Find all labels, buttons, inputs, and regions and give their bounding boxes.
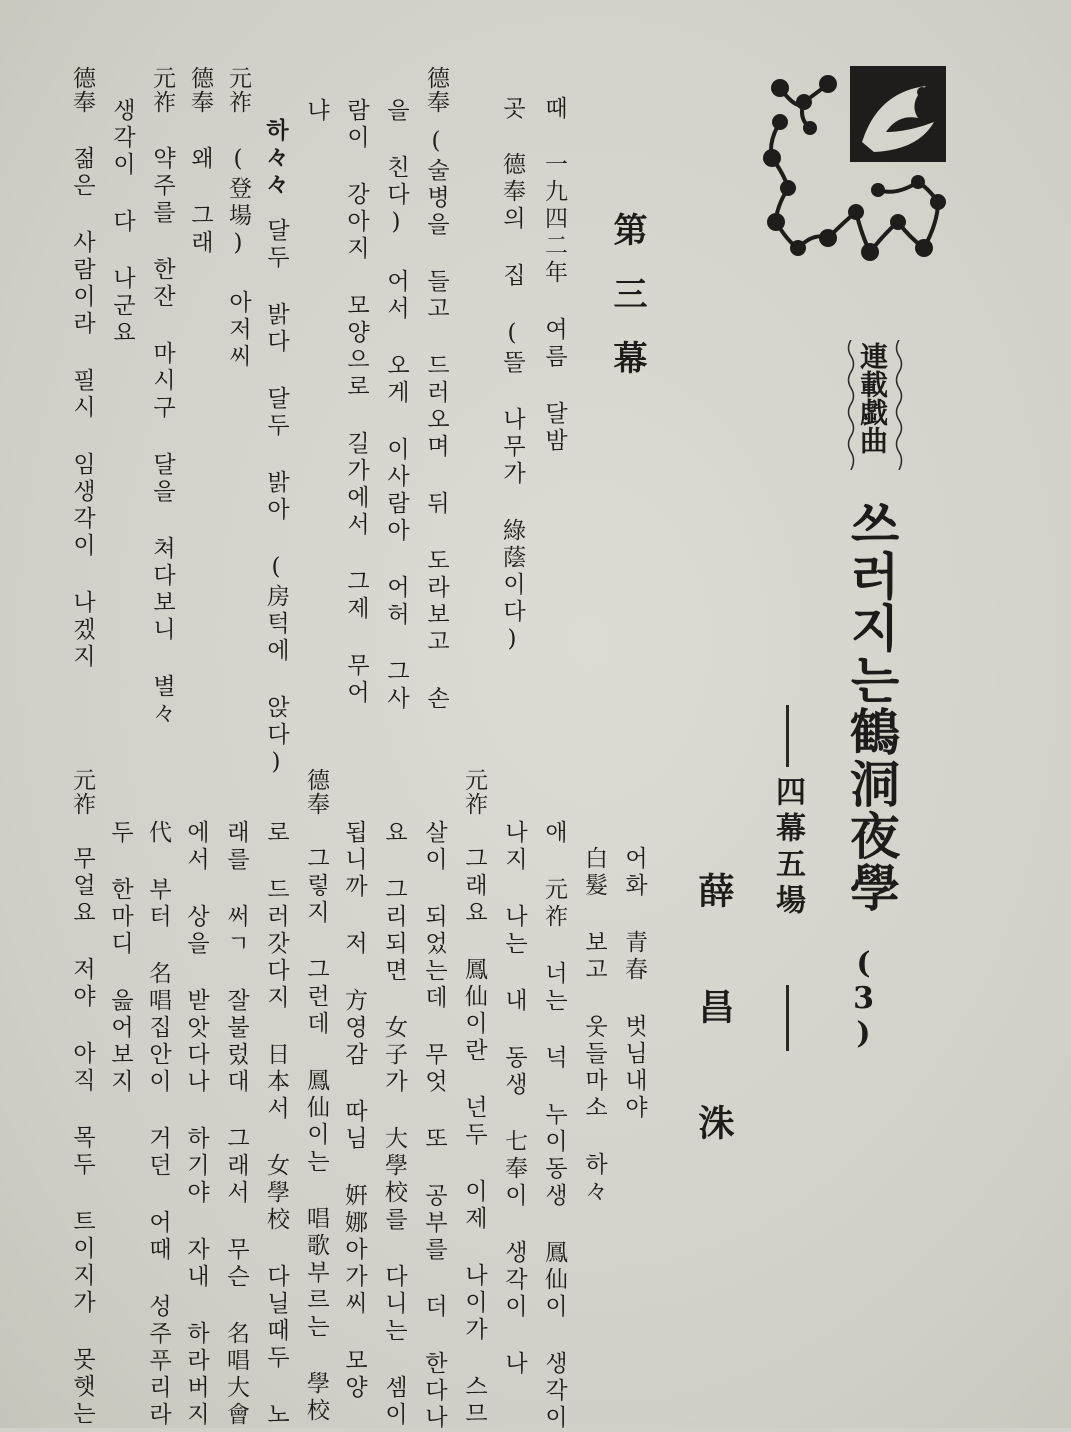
play-title: 쓰러지는鶴洞夜學 [842,498,901,914]
speaker-deokbong: 德奉 [187,66,213,114]
dialogue-line: 생각이 다 나군요 [109,98,135,347]
installment-number: (3) [846,946,881,1051]
wavy-border-left-icon [846,340,856,470]
dialogue-line: 됩니까 저 方영감 따님 姸娜아가씨 모양 [341,820,367,1402]
dialogue-line: 그래요 鳳仙이란 넌두 이제 나이가 스므 [461,846,487,1428]
dialogue-line: 두 한마디 읊어보지 [107,820,133,1096]
series-label: 連載戱曲 [856,342,889,454]
dialogue-line: 람이 강아지 모양으로 길가에서 그제 무어 [343,98,369,707]
dialogue-line: 로 드러갓다지 日本서 女學校 다닐때두 노 [263,820,289,1429]
dialogue-line: 무얼요 저야 아직 목두 트이지가 못햇는 [69,846,95,1428]
dialogue-line: 젊은 사람이라 필시 임생각이 나겠지 [69,146,95,671]
rule-bottom [786,985,789,1051]
dialogue-line: 요 그리되면 女子가 大學校를 다니는 셈이 [381,820,407,1429]
speaker-deokbong: 德奉 [423,66,449,114]
time-label: 때 [541,96,567,120]
place-text: 德奉의 집 (뜰 나무가 綠蔭이다) [499,152,525,656]
speaker-wonjo: 元祚 [69,768,95,816]
speaker-wonjo: 元祚 [225,66,251,114]
dialogue-line: 래를 써ㄱ 잘불렀대 그래서 무슨 名唱大會 [223,820,249,1429]
dialogue-line: (술병을 들고 드러오며 뒤 도라보고 손 [423,128,449,713]
dialogue-line: 애 元祚 너는 넉 누이동생 鳳仙이 생각이 [541,820,567,1432]
place-label: 곳 [499,96,525,120]
dialogue-line: 에서 상을 받앗다나 하기야 자내 하라버지 [183,820,209,1429]
speaker-deokbong: 德奉 [69,66,95,114]
structure-label: 四幕五場 [770,776,805,920]
speaker-wonjo: 元祚 [149,66,175,114]
speaker-wonjo: 元祚 [461,768,487,816]
rule-top [786,705,789,767]
dialogue-line: 왜 그래 [187,146,213,257]
act-title: 第三幕 [607,212,647,404]
dialogue-line: 달두 밝다 달두 밝아 (房턱에 앉다) [263,218,289,779]
song-line: 白髮 보고 웃들마소 하々 [581,846,607,1206]
dialogue-line: 代 부터 名唱집안이 거던 어때 성주푸리라 [145,820,171,1429]
dialogue-line: 나지 나는 내 동생 七奉이 생각이 나 [501,820,527,1378]
dialogue-line: 그렇지 그런데 鳳仙이는 唱歌부르는 學校 [303,846,329,1425]
dialogue-line: (登場) 아저씨 [225,146,251,371]
author-name: 薛昌洙 [693,872,735,1220]
crane-ornament-icon [758,62,954,270]
song-line: 어화 青春 벗님내야 [621,846,647,1122]
dialogue-line: 약주를 한잔 마시구 달을 쳐다보니 별々 [149,146,175,728]
speaker-deokbong: 德奉 [303,768,329,816]
wavy-border-right-icon [894,340,904,470]
dialogue-line: 살이 되었는데 무엇 또 공부를 더 한다나 [421,820,447,1432]
laughter-speaker: 하々々 [262,118,289,199]
time-text: 一九四二年 여름 달밤 [541,152,567,455]
dialogue-line: 을 친다) 어서 오게 이사람아 어허 그사 [383,98,409,713]
dialogue-line: 냐 [303,98,329,125]
